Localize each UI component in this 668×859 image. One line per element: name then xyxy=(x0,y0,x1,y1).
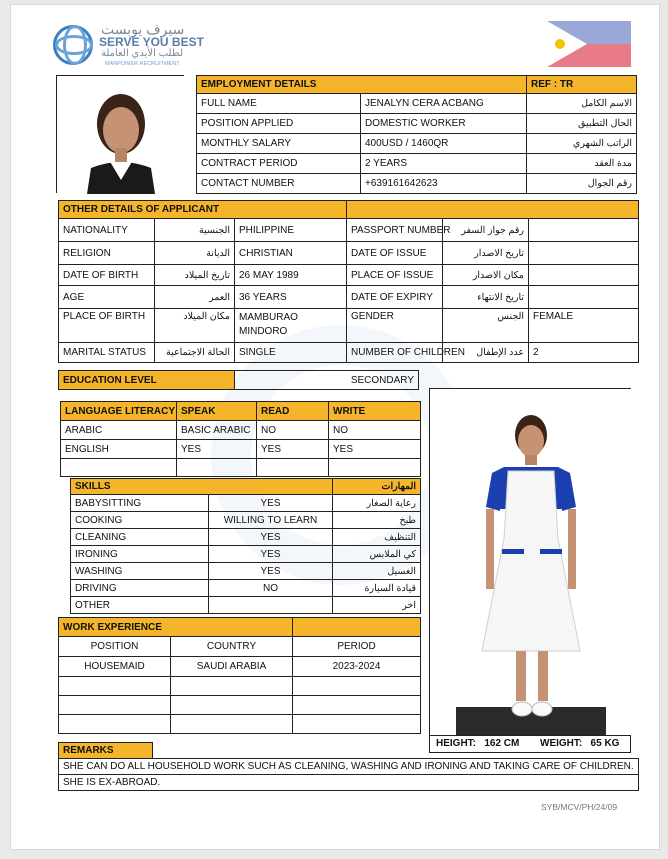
skill-label: IRONING xyxy=(71,546,209,563)
weight-value: WEIGHT: 65 KG xyxy=(540,738,620,749)
period-header: PERIOD xyxy=(293,637,421,657)
blank-cell xyxy=(59,677,171,696)
blank-cell xyxy=(293,696,421,715)
skill-value: YES xyxy=(209,563,333,580)
blank-cell xyxy=(257,459,329,477)
blank-cell xyxy=(171,715,293,734)
blank-cell xyxy=(171,677,293,696)
age-value: 36 YEARS xyxy=(235,286,347,309)
contact-number-value: +639161642623 xyxy=(361,174,527,194)
marital-status-value: SINGLE xyxy=(235,343,347,363)
date-of-expiry-label-ar: تاريخ الانتهاء xyxy=(443,286,529,309)
position-applied-label: POSITION APPLIED xyxy=(197,114,361,134)
work-experience-header-blank xyxy=(293,618,421,637)
gender-label: GENDER xyxy=(347,309,443,343)
skill-value: WILLING TO LEARN xyxy=(209,512,333,529)
remarks-table xyxy=(58,742,639,791)
skill-label: WASHING xyxy=(71,563,209,580)
skill-label-ar: الغسيل xyxy=(333,563,421,580)
language-speak: YES xyxy=(177,440,257,459)
remarks-line: SHE CAN DO ALL HOUSEHOLD WORK SUCH AS CLEANING, WASHING AND IRONING AND TAKING CARE OF CHILDREN. xyxy=(59,759,639,775)
logo-name: SERVE YOU BEST xyxy=(99,35,204,49)
marital-status-label: MARITAL STATUS xyxy=(59,343,155,363)
skill-value xyxy=(209,597,333,614)
monthly-salary-value: 400USD / 1460QR xyxy=(361,134,527,154)
work-country: SAUDI ARABIA xyxy=(171,657,293,677)
date-of-issue-value xyxy=(529,242,639,265)
document-code: SYB/MCV/PH/24/09 xyxy=(541,802,618,812)
skill-value: YES xyxy=(209,546,333,563)
age-label-ar: العمر xyxy=(155,286,235,309)
work-experience-table xyxy=(58,617,421,734)
monthly-salary-label-ar: الراتب الشهري xyxy=(527,134,637,154)
date-of-issue-label-ar: تاريخ الاصدار xyxy=(443,242,529,265)
gender-label-ar: الجنس xyxy=(443,309,529,343)
write-header: WRITE xyxy=(329,402,421,421)
religion-value: CHRISTIAN xyxy=(235,242,347,265)
skill-label: DRIVING xyxy=(71,580,209,597)
language-read: YES xyxy=(257,440,329,459)
date-of-expiry-label: DATE OF EXPIRY xyxy=(347,286,443,309)
marital-status-label-ar: الحالة الاجتماعية xyxy=(155,343,235,363)
contract-period-value: 2 YEARS xyxy=(361,154,527,174)
skills-table xyxy=(70,478,421,614)
position-applied-label-ar: الحال التطبيق xyxy=(527,114,637,134)
contact-number-label-ar: رقم الجوال xyxy=(527,174,637,194)
date-of-issue-label: DATE OF ISSUE xyxy=(347,242,443,265)
religion-label: RELIGION xyxy=(59,242,155,265)
position-applied-value: DOMESTIC WORKER xyxy=(361,114,527,134)
logo-arabic: سيرف يوبست xyxy=(101,21,185,37)
full-name-label: FULL NAME xyxy=(197,94,361,114)
nationality-label: NATIONALITY xyxy=(59,219,155,242)
work-position: HOUSEMAID xyxy=(59,657,171,677)
work-period: 2023-2024 xyxy=(293,657,421,677)
blank-cell xyxy=(293,715,421,734)
employment-details-header: EMPLOYMENT DETAILS xyxy=(197,76,527,94)
blank-cell xyxy=(329,459,421,477)
full-name-label-ar: الاسم الكامل xyxy=(527,94,637,114)
speak-header: SPEAK xyxy=(177,402,257,421)
place-of-birth-value: MAMBURAO MINDORO xyxy=(235,309,347,343)
remarks-line: SHE IS EX-ABROAD. xyxy=(59,775,639,791)
date-of-expiry-value xyxy=(529,286,639,309)
blank-cell xyxy=(293,677,421,696)
ref-label: REF : TR xyxy=(527,76,637,94)
place-of-issue-label-ar: مكان الاصدار xyxy=(443,265,529,286)
skill-label-ar: طبخ xyxy=(333,512,421,529)
skill-value: NO xyxy=(209,580,333,597)
philippine-flag-icon xyxy=(547,21,631,67)
education-level-label: EDUCATION LEVEL xyxy=(59,371,235,390)
blank-cell xyxy=(61,459,177,477)
blank-cell xyxy=(171,696,293,715)
blank-cell xyxy=(59,715,171,734)
skill-label: BABYSITTING xyxy=(71,495,209,512)
skill-label: CLEANING xyxy=(71,529,209,546)
skill-label: OTHER xyxy=(71,597,209,614)
employment-details-table xyxy=(196,75,637,194)
remarks-header: REMARKS xyxy=(59,743,153,759)
date-of-birth-label: DATE OF BIRTH xyxy=(59,265,155,286)
contact-number-label: CONTACT NUMBER xyxy=(197,174,361,194)
blank-cell xyxy=(177,459,257,477)
passport-number-label-ar: رقم جواز السفر xyxy=(443,219,529,242)
skill-value: YES xyxy=(209,529,333,546)
monthly-salary-label: MONTHLY SALARY xyxy=(197,134,361,154)
skill-label-ar: رعاية الصغار xyxy=(333,495,421,512)
remarks-header-blank xyxy=(153,743,639,759)
logo-arabic-sub: لطلب الأيدي العاملة xyxy=(101,48,184,59)
language-read: NO xyxy=(257,421,329,440)
skills-header: SKILLS xyxy=(71,479,333,495)
cv-page xyxy=(10,4,660,850)
language-name: ARABIC xyxy=(61,421,177,440)
contract-period-label-ar: مدة العقد xyxy=(527,154,637,174)
skills-header-ar: المهارات xyxy=(333,479,421,495)
skill-label-ar: اخر xyxy=(333,597,421,614)
contract-period-label: CONTRACT PERIOD xyxy=(197,154,361,174)
number-of-children-label-ar: عدد الإطفال xyxy=(443,343,529,363)
height-value: HEIGHT: 162 CM xyxy=(436,738,520,749)
language-literacy-header: LANGUAGE LITERACY xyxy=(61,402,177,421)
passport-number-value xyxy=(529,219,639,242)
language-write: NO xyxy=(329,421,421,440)
logo-sub: MANPOWER RECRUITMENT xyxy=(105,61,180,67)
blank-cell xyxy=(59,696,171,715)
number-of-children-value: 2 xyxy=(529,343,639,363)
skill-label-ar: كي الملابس xyxy=(333,546,421,563)
other-details-table xyxy=(58,200,639,363)
number-of-children-label: NUMBER OF CHILDREN xyxy=(347,343,443,363)
read-header: READ xyxy=(257,402,329,421)
applicant-portrait xyxy=(56,75,184,193)
passport-number-label: PASSPORT NUMBER xyxy=(347,219,443,242)
place-of-issue-value xyxy=(529,265,639,286)
language-name: ENGLISH xyxy=(61,440,177,459)
place-of-birth-label-ar: مكان الميلاد xyxy=(155,309,235,343)
place-of-birth-label: PLACE OF BIRTH xyxy=(59,309,155,343)
age-label: AGE xyxy=(59,286,155,309)
date-of-birth-label-ar: تاريخ الميلاد xyxy=(155,265,235,286)
language-table xyxy=(60,401,421,477)
education-table xyxy=(58,370,419,390)
applicant-full-body-photo xyxy=(429,388,631,735)
skill-label-ar: التنظيف xyxy=(333,529,421,546)
language-speak: BASIC ARABIC xyxy=(177,421,257,440)
education-level-value: SECONDARY xyxy=(235,371,419,390)
other-details-header-blank xyxy=(347,201,639,219)
full-name-value: JENALYN CERA ACBANG xyxy=(361,94,527,114)
country-header: COUNTRY xyxy=(171,637,293,657)
date-of-birth-value: 26 MAY 1989 xyxy=(235,265,347,286)
language-write: YES xyxy=(329,440,421,459)
nationality-label-ar: الجنسية xyxy=(155,219,235,242)
nationality-value: PHILIPPINE xyxy=(235,219,347,242)
skill-label: COOKING xyxy=(71,512,209,529)
religion-label-ar: الديانة xyxy=(155,242,235,265)
gender-value: FEMALE xyxy=(529,309,639,343)
position-header: POSITION xyxy=(59,637,171,657)
company-logo xyxy=(53,21,243,73)
work-experience-header: WORK EXPERIENCE xyxy=(59,618,293,637)
other-details-header: OTHER DETAILS OF APPLICANT xyxy=(59,201,347,219)
place-of-issue-label: PLACE OF ISSUE xyxy=(347,265,443,286)
skill-label-ar: قيادة السيارة xyxy=(333,580,421,597)
skill-value: YES xyxy=(209,495,333,512)
